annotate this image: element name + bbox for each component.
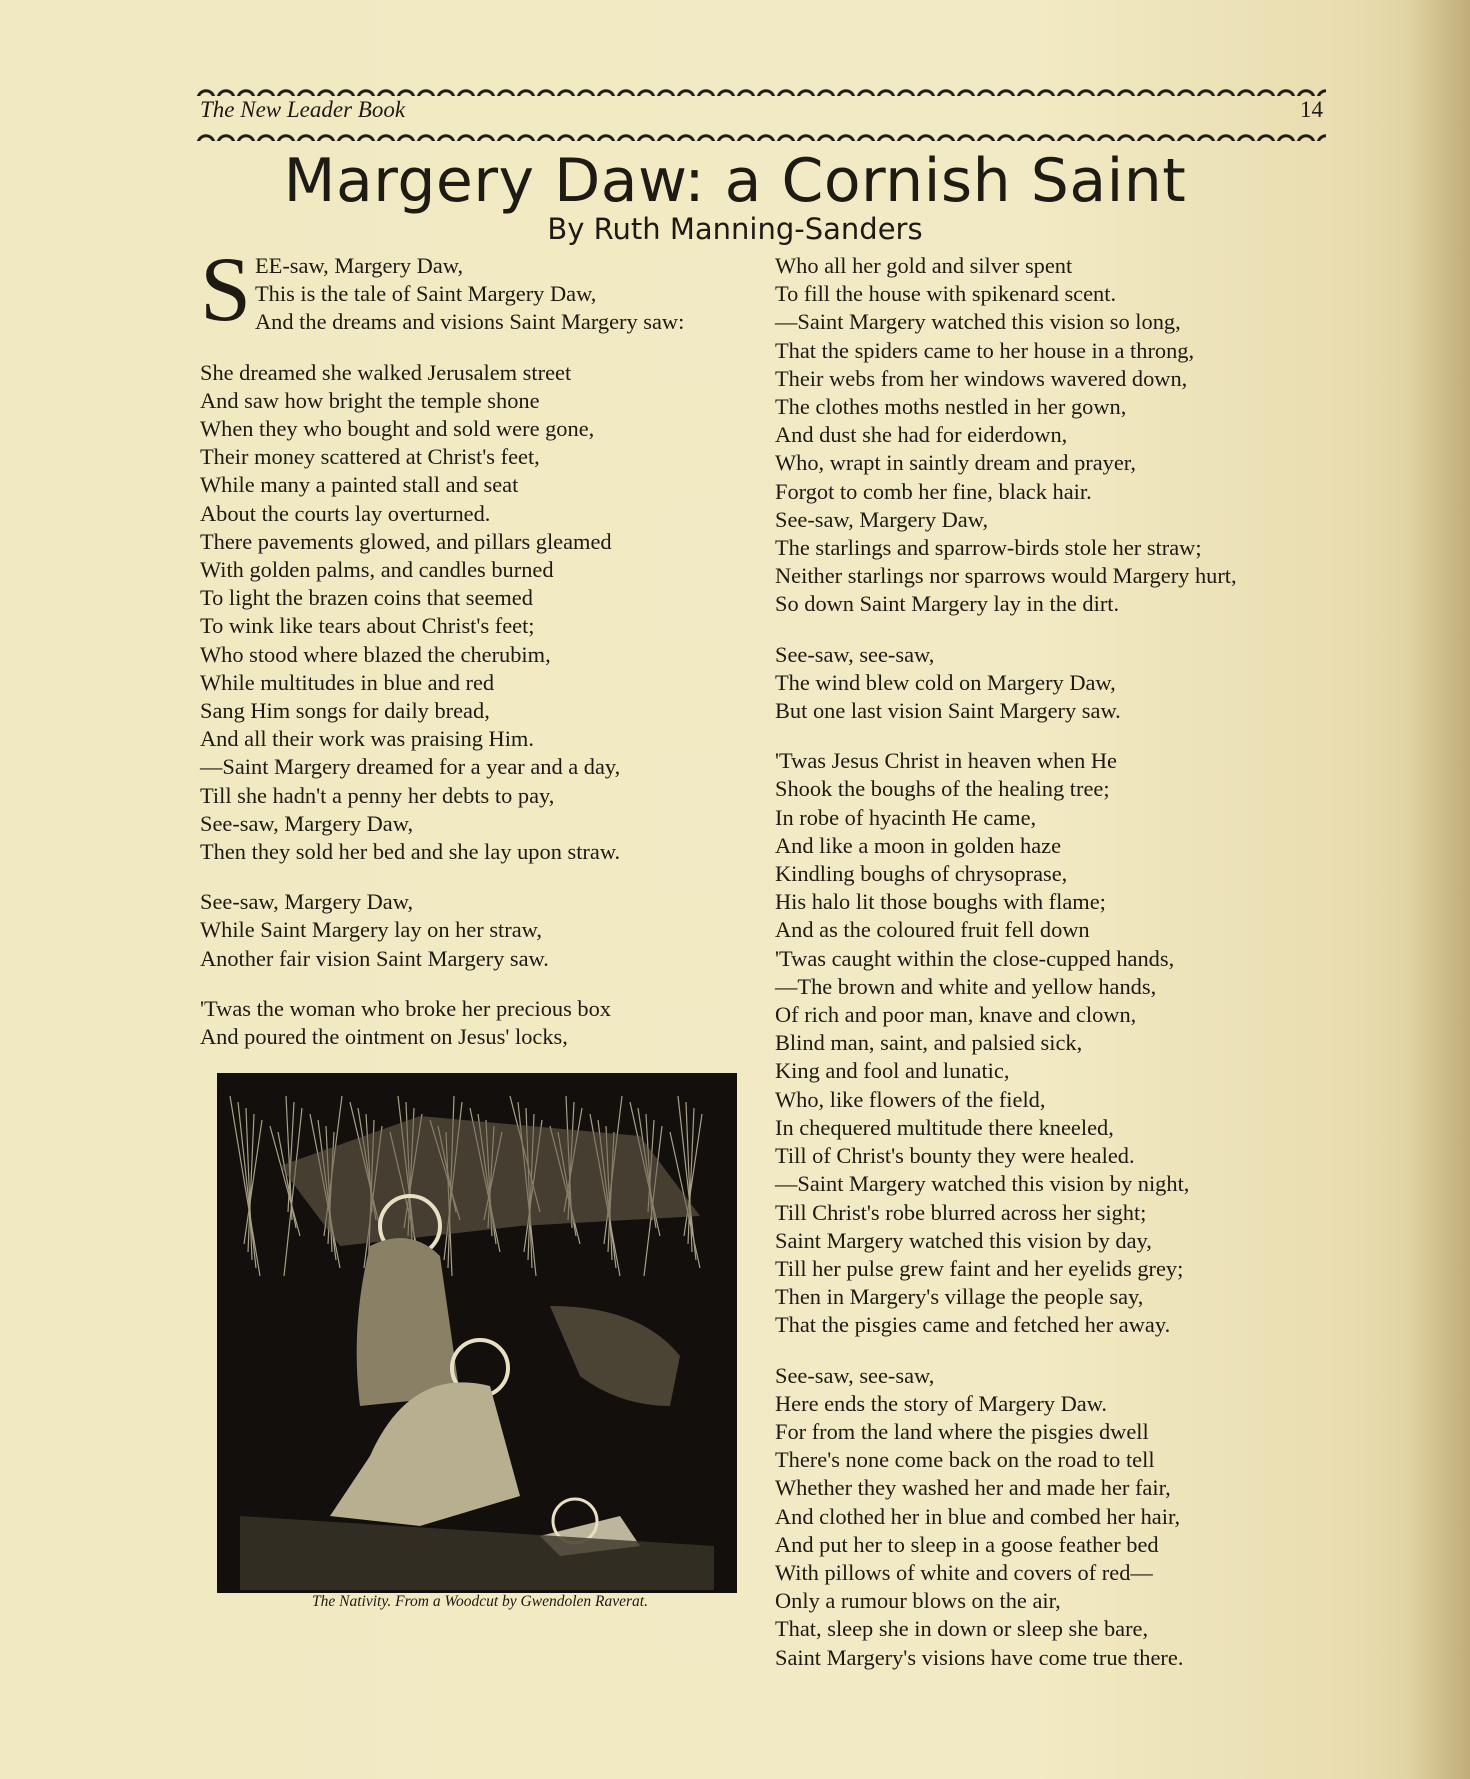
border-wave-ornament xyxy=(476,127,496,141)
verse-line: 'Twas Jesus Christ in heaven when He xyxy=(775,748,1117,774)
border-wave-ornament xyxy=(1036,82,1056,96)
border-wave-ornament xyxy=(616,127,636,141)
border-wave-ornament xyxy=(1036,127,1056,141)
border-wave-ornament xyxy=(216,82,236,96)
border-wave-ornament xyxy=(436,127,456,141)
border-wave-ornament xyxy=(736,82,756,96)
verse-line: —Saint Margery watched this vision by night, xyxy=(775,1171,1190,1197)
verse-line: Till her pulse grew faint and her eyelids grey; xyxy=(775,1255,1184,1281)
verse-line: Of rich and poor man, knave and clown, xyxy=(775,1002,1137,1028)
byline: By Ruth Manning-Sanders xyxy=(547,212,923,246)
border-wave-ornament xyxy=(976,82,996,96)
border-wave-ornament xyxy=(696,82,716,96)
verse-line: Forgot to comb her fine, black hair. xyxy=(775,478,1092,504)
border-wave-ornament xyxy=(496,127,516,141)
border-wave-ornament xyxy=(1316,127,1326,141)
border-wave-ornament xyxy=(1176,127,1196,141)
border-wave-ornament xyxy=(1056,127,1076,141)
binding-shadow xyxy=(1410,0,1470,1779)
border-wave-ornament xyxy=(916,127,936,141)
verse-line: And clothed her in blue and combed her hair, xyxy=(775,1503,1181,1529)
border-wave-ornament xyxy=(316,82,336,96)
border-wave-ornament xyxy=(1216,82,1236,96)
verse-line: His halo lit those boughs with flame; xyxy=(775,889,1106,915)
border-wave-ornament xyxy=(576,82,596,96)
verse-line: —Saint Margery watched this vision so long, xyxy=(775,309,1181,335)
border-wave-ornament xyxy=(936,82,956,96)
border-wave-ornament xyxy=(256,82,276,96)
border-wave-ornament xyxy=(1136,82,1156,96)
verse-line: Shook the boughs of the healing tree; xyxy=(775,776,1110,802)
verse-line: Then they sold her bed and she lay upon straw. xyxy=(200,839,621,865)
verse-line: 'Twas the woman who broke her precious box xyxy=(200,995,611,1021)
border-wave-ornament xyxy=(196,127,216,141)
border-wave-ornament xyxy=(1096,82,1116,96)
border-wave-ornament xyxy=(1196,82,1216,96)
border-wave-ornament xyxy=(656,82,676,96)
border-wave-ornament xyxy=(536,82,556,96)
verse-line: That, sleep she in down or sleep she bare, xyxy=(775,1616,1149,1642)
border-wave-ornament xyxy=(1136,127,1156,141)
border-wave-ornament xyxy=(776,127,796,141)
border-wave-ornament xyxy=(316,127,336,141)
border-wave-ornament xyxy=(636,82,656,96)
verse-line: Till she hadn't a penny her debts to pay, xyxy=(200,782,555,808)
verse-line: So down Saint Margery lay in the dirt. xyxy=(775,591,1120,617)
border-wave-ornament xyxy=(1276,127,1296,141)
verse-line: Their money scattered at Christ's feet, xyxy=(200,444,540,470)
border-wave-ornament xyxy=(996,127,1016,141)
border-wave-ornament xyxy=(756,82,776,96)
verse-line: To light the brazen coins that seemed xyxy=(200,585,533,611)
border-wave-ornament xyxy=(296,127,316,141)
border-wave-ornament xyxy=(956,127,976,141)
verse-line: With pillows of white and covers of red— xyxy=(775,1559,1153,1585)
verse-line: Here ends the story of Margery Daw. xyxy=(775,1390,1108,1416)
verse-line: There pavements glowed, and pillars gleamed xyxy=(200,528,612,554)
nativity-woodcut-illustration xyxy=(217,1073,737,1593)
border-wave-ornament xyxy=(1016,82,1036,96)
verse-line: Only a rumour blows on the air, xyxy=(775,1588,1061,1614)
border-wave-ornament xyxy=(1076,127,1096,141)
verse-line: This is the tale of Saint Margery Daw, xyxy=(255,281,597,307)
article-title: Margery Daw: a Cornish Saint xyxy=(283,146,1187,216)
verse-line: Who, wrapt in saintly dream and prayer, xyxy=(775,450,1136,476)
border-wave-ornament xyxy=(1276,82,1296,96)
border-wave-ornament xyxy=(376,127,396,141)
border-wave-ornament xyxy=(1176,82,1196,96)
border-wave-ornament xyxy=(716,127,736,141)
border-wave-ornament xyxy=(1196,127,1216,141)
border-wave-ornament xyxy=(1156,127,1176,141)
border-wave-ornament xyxy=(196,82,216,96)
border-wave-ornament xyxy=(536,127,556,141)
stanza xyxy=(200,995,760,1051)
border-wave-ornament xyxy=(656,127,676,141)
verse-line: And dust she had for eiderdown, xyxy=(775,422,1068,448)
border-wave-ornament xyxy=(416,127,436,141)
border-wave-ornament xyxy=(336,82,356,96)
verse-line: EE-saw, Margery Daw, xyxy=(255,253,464,278)
border-wave-ornament xyxy=(556,82,576,96)
verse-line: The clothes moths nestled in her gown, xyxy=(775,394,1127,420)
border-wave-ornament xyxy=(596,127,616,141)
illustration-caption: The Nativity. From a Woodcut by Gwendolen Raverat. xyxy=(312,1593,648,1610)
border-wave-ornament xyxy=(876,127,896,141)
running-head: The New Leader Book xyxy=(200,97,406,122)
verse-line: While Saint Margery lay on her straw, xyxy=(200,917,542,943)
verse-line: Who stood where blazed the cherubim, xyxy=(200,641,551,667)
border-wave-ornament xyxy=(1296,82,1316,96)
border-wave-ornament xyxy=(996,82,1016,96)
border-wave-ornament xyxy=(1256,127,1276,141)
verse-line: She dreamed she walked Jerusalem street xyxy=(200,359,572,385)
verse-line: There's none come back on the road to tell xyxy=(775,1447,1155,1473)
verse-line: Whether they washed her and made her fair, xyxy=(775,1475,1171,1501)
border-wave-ornament xyxy=(956,82,976,96)
border-wave-ornament xyxy=(1256,82,1276,96)
border-wave-ornament xyxy=(376,82,396,96)
woodcut-image xyxy=(220,1076,734,1590)
border-wave-ornament xyxy=(856,82,876,96)
border-wave-ornament xyxy=(1156,82,1176,96)
stanza xyxy=(775,641,1355,726)
border-wave-ornament xyxy=(716,82,736,96)
verse-line: And as the coloured fruit fell down xyxy=(775,917,1090,943)
verse-line: In chequered multitude there kneeled, xyxy=(775,1114,1114,1140)
opening-stanza xyxy=(200,238,760,340)
border-wave-ornament xyxy=(1316,82,1326,96)
border-wave-ornament xyxy=(1056,82,1076,96)
border-wave-ornament xyxy=(676,82,696,96)
verse-line: In robe of hyacinth He came, xyxy=(775,804,1037,830)
border-wave-ornament xyxy=(816,82,836,96)
verse-line: King and fool and lunatic, xyxy=(775,1058,1010,1084)
border-wave-ornament xyxy=(216,127,236,141)
border-wave-ornament xyxy=(276,82,296,96)
ornamental-border-bottom xyxy=(196,127,1326,141)
border-wave-ornament xyxy=(356,82,376,96)
stanza xyxy=(775,747,1355,1339)
border-wave-ornament xyxy=(676,127,696,141)
border-wave-ornament xyxy=(736,127,756,141)
verse-line: And put her to sleep in a goose feather bed xyxy=(775,1531,1159,1557)
verse-line: Who all her gold and silver spent xyxy=(775,253,1073,278)
verse-line: That the spiders came to her house in a throng, xyxy=(775,337,1195,363)
stanza xyxy=(200,359,760,867)
border-wave-ornament xyxy=(836,82,856,96)
border-wave-ornament xyxy=(396,82,416,96)
border-wave-ornament xyxy=(836,127,856,141)
verse-line: And saw how bright the temple shone xyxy=(200,387,540,413)
border-wave-ornament xyxy=(1236,82,1256,96)
border-wave-ornament xyxy=(776,82,796,96)
border-wave-ornament xyxy=(256,127,276,141)
verse-line: With golden palms, and candles burned xyxy=(200,557,554,583)
verse-line: That the pisgies came and fetched her away. xyxy=(775,1312,1171,1338)
verse-line: To wink like tears about Christ's feet; xyxy=(200,613,535,639)
border-wave-ornament xyxy=(356,127,376,141)
border-wave-ornament xyxy=(516,82,536,96)
border-wave-ornament xyxy=(296,82,316,96)
border-wave-ornament xyxy=(496,82,516,96)
verse-line: While multitudes in blue and red xyxy=(200,669,495,695)
border-wave-ornament xyxy=(336,127,356,141)
border-wave-ornament xyxy=(856,127,876,141)
verse-line: Neither starlings nor sparrows would Margery hurt, xyxy=(775,563,1237,589)
border-wave-ornament xyxy=(236,82,256,96)
border-wave-ornament xyxy=(1016,127,1036,141)
verse-line: But one last vision Saint Margery saw. xyxy=(775,698,1121,724)
border-wave-ornament xyxy=(1296,127,1316,141)
verse-line: Kindling boughs of chrysoprase, xyxy=(775,861,1068,887)
verse-line: Saint Margery's visions have come true there. xyxy=(775,1644,1184,1670)
border-wave-ornament xyxy=(476,82,496,96)
border-wave-ornament xyxy=(416,82,436,96)
verse-line: —The brown and white and yellow hands, xyxy=(775,973,1157,999)
border-wave-ornament xyxy=(556,127,576,141)
verse-line: When they who bought and sold were gone, xyxy=(200,416,595,442)
verse-line: Who, like flowers of the field, xyxy=(775,1086,1046,1112)
verse-line: Their webs from her windows wavered down, xyxy=(775,365,1188,391)
border-wave-ornament xyxy=(696,127,716,141)
border-wave-ornament xyxy=(796,127,816,141)
verse-line: Sang Him songs for daily bread, xyxy=(200,698,490,724)
border-wave-ornament xyxy=(1236,127,1256,141)
verse-line: The wind blew cold on Margery Daw, xyxy=(775,669,1116,695)
verse-line: Then in Margery's village the people say, xyxy=(775,1284,1144,1310)
ornamental-border-top xyxy=(196,82,1326,96)
stanza xyxy=(775,252,1355,619)
verse-line: And like a moon in golden haze xyxy=(775,832,1062,858)
border-wave-ornament xyxy=(1096,127,1116,141)
border-wave-ornament xyxy=(616,82,636,96)
verse-line: For from the land where the pisgies dwell xyxy=(775,1418,1149,1444)
border-wave-ornament xyxy=(896,127,916,141)
verse-line: And poured the ointment on Jesus' locks, xyxy=(200,1024,568,1050)
left-column xyxy=(200,238,760,1073)
border-wave-ornament xyxy=(276,127,296,141)
verse-line: Saint Margery watched this vision by day, xyxy=(775,1227,1152,1253)
stanza-lines xyxy=(255,252,760,337)
border-wave-ornament xyxy=(1076,82,1096,96)
border-wave-ornament xyxy=(236,127,256,141)
page-number: 14 xyxy=(1300,97,1323,122)
verse-line: Till of Christ's bounty they were healed. xyxy=(775,1143,1135,1169)
verse-line: Blind man, saint, and palsied sick, xyxy=(775,1030,1083,1056)
border-wave-ornament xyxy=(636,127,656,141)
border-wave-ornament xyxy=(456,82,476,96)
verse-line: See-saw, Margery Daw, xyxy=(200,889,414,915)
stanza xyxy=(200,888,760,973)
border-wave-ornament xyxy=(516,127,536,141)
border-wave-ornament xyxy=(756,127,776,141)
right-column xyxy=(775,252,1355,1694)
verse-line: See-saw, Margery Daw, xyxy=(200,810,414,836)
border-wave-ornament xyxy=(876,82,896,96)
stanza xyxy=(775,1362,1355,1672)
verse-line: While many a painted stall and seat xyxy=(200,472,519,498)
verse-line: About the courts lay overturned. xyxy=(200,500,491,526)
border-wave-ornament xyxy=(456,127,476,141)
border-wave-ornament xyxy=(936,127,956,141)
border-wave-ornament xyxy=(916,82,936,96)
border-wave-ornament xyxy=(976,127,996,141)
border-wave-ornament xyxy=(896,82,916,96)
border-wave-ornament xyxy=(396,127,416,141)
border-wave-ornament xyxy=(816,127,836,141)
verse-line: 'Twas caught within the close-cupped hands, xyxy=(775,945,1175,971)
verse-line: See-saw, Margery Daw, xyxy=(775,506,989,532)
border-wave-ornament xyxy=(1116,82,1136,96)
drop-cap: S xyxy=(200,238,252,340)
verse-line: —Saint Margery dreamed for a year and a day, xyxy=(200,754,621,780)
border-wave-ornament xyxy=(576,127,596,141)
verse-line: The starlings and sparrow-birds stole her straw; xyxy=(775,535,1202,561)
verse-line: Another fair vision Saint Margery saw. xyxy=(200,945,549,971)
verse-line: See-saw, see-saw, xyxy=(775,1362,935,1388)
verse-line: See-saw, see-saw, xyxy=(775,641,935,667)
border-wave-ornament xyxy=(1216,127,1236,141)
border-wave-ornament xyxy=(436,82,456,96)
verse-line: And the dreams and visions Saint Margery saw: xyxy=(255,309,685,335)
verse-line: To fill the house with spikenard scent. xyxy=(775,281,1117,307)
verse-line: And all their work was praising Him. xyxy=(200,726,534,752)
border-wave-ornament xyxy=(596,82,616,96)
border-wave-ornament xyxy=(796,82,816,96)
verse-line: Till Christ's robe blurred across her sight; xyxy=(775,1199,1147,1225)
border-wave-ornament xyxy=(1116,127,1136,141)
